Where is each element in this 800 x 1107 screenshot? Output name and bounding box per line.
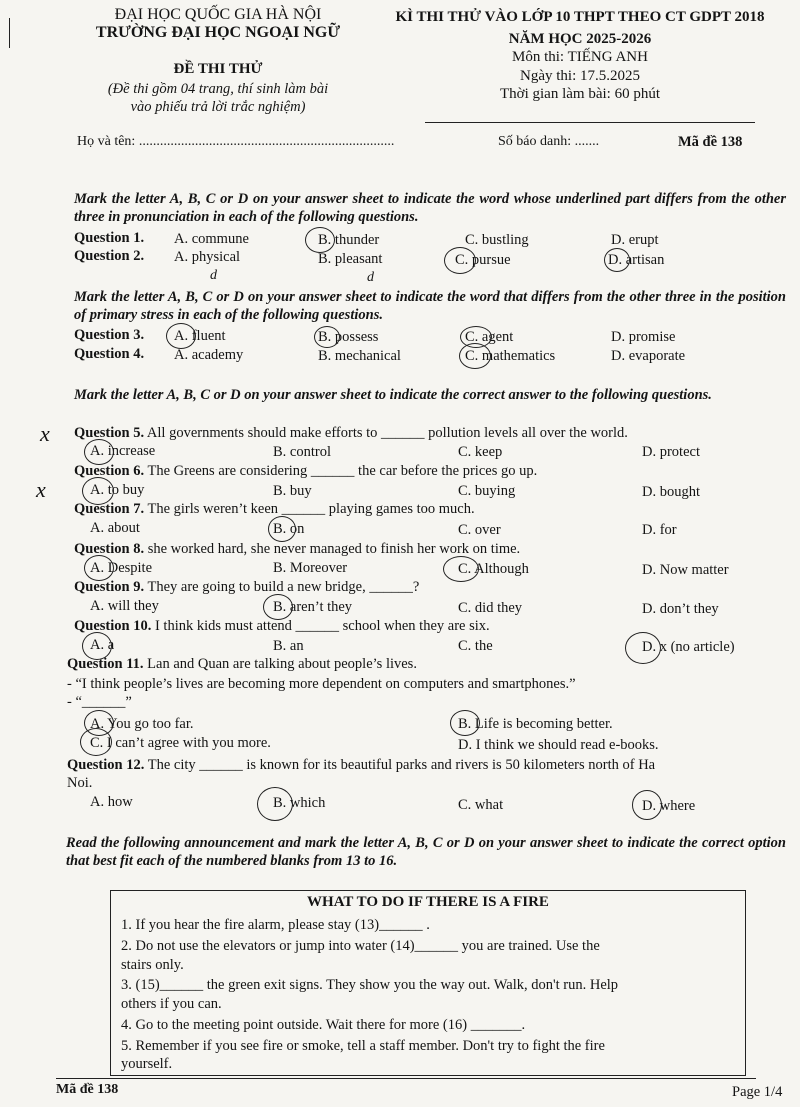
school-name: TRƯỜNG ĐẠI HỌC NGOẠI NGỮ — [95, 24, 341, 41]
answer-circle-q9-b — [263, 594, 293, 620]
q8-option-a: A. Despite — [90, 560, 153, 576]
q7-option-b: B. on — [273, 521, 305, 537]
q3-option-d: D. promise — [611, 329, 676, 345]
q7-option-c: C. over — [458, 522, 501, 538]
q8-stem — [74, 541, 520, 558]
fire-notice-line-5: 5. Remember if you see fire or smoke, tell a staff member. Don't try to fight the fire — [121, 1038, 605, 1054]
q12-stem — [67, 757, 655, 774]
q11-option-d: D. I think we should read e-books. — [458, 737, 659, 753]
candidate-id-field: Số báo danh: ....... — [498, 134, 600, 149]
q3-label: Question 3. — [74, 327, 145, 343]
exam-title: KÌ THI THỬ VÀO LỚP 10 THPT THEO CT GDPT 2018 — [395, 9, 765, 25]
q7-option-a: A. about — [90, 520, 140, 536]
q7-label: Question 7. — [74, 501, 145, 517]
q11-dialogue-2: - “______” — [67, 694, 132, 710]
answer-circle-q3-b — [314, 326, 340, 348]
q8-label: Question 8. — [74, 541, 145, 557]
header-divider — [425, 122, 755, 123]
q7-text: The girls weren’t keen ______ playing games too much. — [147, 501, 475, 517]
fire-notice-box — [110, 890, 746, 1076]
q3-option-a: A. fluent — [174, 328, 226, 344]
q9-option-a: A. will they — [90, 598, 159, 614]
q6-label: Question 6. — [74, 463, 145, 479]
answer-circle-q3-a — [166, 323, 196, 349]
q10-label: Question 10. — [74, 618, 152, 634]
q9-stem — [74, 579, 419, 596]
footer-exam-code: Mã đề 138 — [56, 1082, 119, 1097]
section-2-instruction: Mark the letter A, B, C or D on your answer sheet to indicate the word that differs from the other three in the position of primary stress in each of the following questions. — [74, 289, 786, 323]
q12-text: The city ______ is known for its beautiful parks and rivers is 50 kilometers north of Ha — [147, 757, 656, 773]
q2-option-a: A. physical — [174, 249, 241, 265]
handwritten-d-1: d — [210, 268, 217, 283]
fire-notice-line-4: 4. Go to the meeting point outside. Wait there for more (16) _______. — [121, 1017, 526, 1033]
header-left — [58, 6, 378, 116]
q2-label: Question 2. — [74, 248, 145, 264]
q2-option-c: C. pursue — [455, 252, 511, 268]
q1-option-d: D. erupt — [611, 232, 659, 248]
fire-notice-line-3: 3. (15)______ the green exit signs. They show you the way out. Walk, don't run. Help — [121, 977, 619, 993]
answer-circle-q2-d — [604, 248, 630, 272]
answer-circle-q6-a — [82, 477, 114, 505]
exam-type: ĐỀ THI THỬ — [173, 61, 263, 77]
q1-option-a: A. commune — [174, 231, 249, 247]
footer-page-number: Page 1/4 — [732, 1084, 783, 1100]
q10-option-d: D. x (no article) — [642, 639, 735, 655]
fire-notice-line-3b: others if you can. — [121, 996, 222, 1012]
exam-note-1: (Đề thi gồm 04 trang, thí sinh làm bài — [107, 81, 329, 97]
q5-option-c: C. keep — [458, 444, 503, 460]
q4-option-b: B. mechanical — [318, 348, 401, 364]
q10-text: I think kids must attend ______ school when they are six. — [154, 618, 490, 634]
answer-circle-q4-c — [459, 343, 491, 369]
subject: Môn thi: TIẾNG ANH — [512, 49, 648, 65]
exam-date: Ngày thi: 17.5.2025 — [520, 67, 640, 84]
q7-stem — [74, 501, 475, 518]
q1-option-c: C. bustling — [465, 232, 529, 248]
q2-option-b: B. pleasant — [318, 251, 383, 267]
q9-label: Question 9. — [74, 579, 145, 595]
q7-option-d: D. for — [642, 522, 677, 538]
answer-circle-q1-b — [305, 227, 335, 253]
exam-duration: Thời gian làm bài: 60 phút — [500, 86, 660, 102]
answer-circle-q8-c — [443, 556, 479, 582]
q9-option-c: C. did they — [458, 600, 523, 616]
q4-option-d: D. evaporate — [611, 348, 686, 364]
q6-option-b: B. buy — [273, 483, 312, 499]
q12-label: Question 12. — [67, 757, 145, 773]
answer-circle-q12-b — [257, 787, 293, 821]
q10-option-a: A. a — [90, 637, 115, 653]
answer-circle-q10-a — [82, 632, 115, 660]
q12-option-c: C. what — [458, 797, 504, 813]
q12-option-a: A. how — [90, 794, 133, 810]
q12-option-b: B. which — [273, 795, 326, 811]
section-1-instruction: Mark the letter A, B, C or D on your answer sheet to indicate the word whose underlined part differs from the other three in pronunciation in each of the following questions. — [74, 191, 786, 225]
q6-text: The Greens are considering ______ the car before the prices go up. — [147, 463, 538, 479]
fire-notice-line-1: 1. If you hear the fire alarm, please stay (13)______ . — [121, 917, 430, 933]
fire-notice-line-5b: yourself. — [121, 1056, 173, 1072]
fire-notice-title: WHAT TO DO IF THERE IS A FIRE — [307, 894, 549, 910]
fire-notice-line-2b: stairs only. — [121, 957, 184, 973]
q2-option-d: D. artisan — [608, 252, 665, 268]
q10-option-c: C. the — [458, 638, 493, 654]
q4-label: Question 4. — [74, 346, 145, 362]
q12-option-d: D. where — [642, 798, 696, 814]
handwritten-x-1: x — [40, 421, 50, 446]
q11-text: Lan and Quan are talking about people’s lives. — [147, 656, 417, 672]
q3-option-c: C. agent — [465, 329, 514, 345]
section-4-instruction: Read the following announcement and mark the letter A, B, C or D on your answer sheet to indicate the correct option that best fit each of the numbered blanks from 13 to 16. — [66, 835, 786, 869]
answer-circle-q2-c — [444, 247, 476, 274]
q1-option-b: B. thunder — [318, 232, 380, 248]
q5-option-b: B. control — [273, 444, 331, 460]
section-3-instruction: Mark the letter A, B, C or D on your answer sheet to indicate the correct answer to the following questions. — [74, 387, 712, 403]
handwritten-d-2: d — [367, 270, 374, 285]
exam-code: Mã đề 138 — [678, 134, 743, 150]
q8-option-c: C. Although — [458, 561, 529, 577]
q4-option-a: A. academy — [174, 347, 244, 363]
q11-option-b: B. Life is becoming better. — [458, 716, 613, 732]
answer-circle-q5-a — [84, 439, 114, 465]
q6-option-d: D. bought — [642, 484, 700, 500]
q9-text: They are going to build a new bridge, ______? — [147, 579, 420, 595]
header-right — [360, 8, 800, 104]
answer-circle-q10-d — [625, 632, 661, 664]
q5-stem — [74, 425, 628, 442]
q10-option-b: B. an — [273, 638, 304, 654]
q9-option-b: B. aren’t they — [273, 599, 353, 615]
q11-dialogue-1: - “I think people’s lives are becoming more dependent on computers and smartphones.” — [67, 676, 576, 692]
school-year: NĂM HỌC 2025-2026 — [508, 30, 652, 47]
q5-option-a: A. increase — [90, 443, 156, 459]
name-field: Họ và tên: ......................................................................... — [77, 134, 395, 149]
q8-option-b: B. Moreover — [273, 560, 348, 576]
q1-label: Question 1. — [74, 230, 145, 246]
q6-stem — [74, 463, 537, 480]
university-name: ĐẠI HỌC QUỐC GIA HÀ NỘI — [114, 6, 322, 23]
q5-text: All governments should make efforts to ______ pollution levels all over the world. — [146, 425, 628, 441]
answer-circle-q12-d — [632, 790, 662, 820]
answer-circle-q11-b — [450, 710, 480, 736]
q11-stem — [67, 656, 417, 673]
q10-stem — [74, 618, 490, 635]
q12-stem-cont: Noi. — [67, 775, 93, 791]
q8-text: she worked hard, she never managed to finish her work on time. — [147, 541, 521, 557]
q9-option-d: D. don’t they — [642, 601, 719, 617]
q11-option-a: A. You go too far. — [90, 716, 194, 732]
handwritten-x-2: x — [36, 477, 46, 502]
answer-circle-q11-c — [80, 728, 112, 756]
answer-circle-q7-b — [268, 516, 296, 542]
q11-option-c: C. I can’t agree with you more. — [90, 735, 271, 751]
fire-notice-line-2: 2. Do not use the elevators or jump into water (14)______ you are trained. Use the — [121, 938, 600, 954]
q5-label: Question 5. — [74, 425, 145, 441]
q8-option-d: D. Now matter — [642, 562, 729, 578]
q6-option-a: A. to buy — [90, 482, 145, 498]
footer-divider — [56, 1078, 756, 1079]
q5-option-d: D. protect — [642, 444, 700, 460]
q3-option-b: B. possess — [318, 329, 379, 345]
q11-label: Question 11. — [67, 656, 144, 672]
answer-circle-q8-a — [84, 555, 114, 581]
q6-option-c: C. buying — [458, 483, 516, 499]
exam-note-2: vào phiếu trả lời trắc nghiệm) — [130, 99, 306, 115]
q4-option-c: C. mathematics — [465, 348, 556, 364]
vertical-margin-mark — [9, 18, 10, 48]
